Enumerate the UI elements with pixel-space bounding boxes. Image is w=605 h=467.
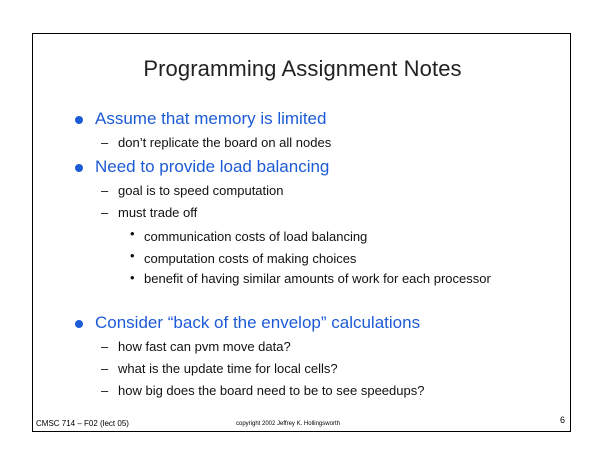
dash-icon: – (101, 205, 109, 220)
bullet-text: Need to provide load balancing (95, 157, 330, 176)
subitem-text: what is the update time for local cells? (118, 361, 338, 376)
subitem-text: don’t replicate the board on all nodes (118, 135, 332, 150)
small-bullet-icon: • (130, 248, 135, 263)
subsubitem-text: computation costs of making choices (144, 251, 357, 266)
bullet-dot-icon (75, 164, 83, 172)
bullet-text: Consider “back of the envelop” calculations (95, 313, 421, 332)
subitem-text: goal is to speed computation (118, 183, 284, 198)
dash-icon: – (101, 183, 109, 198)
dash-icon: – (101, 361, 109, 376)
subitem-text: how fast can pvm move data? (118, 339, 291, 354)
footer-course: CMSC 714 – F02 (lect 05) (36, 419, 129, 428)
footer-copyright: copyright 2002 Jeffrey K. Hollingsworth (236, 421, 340, 427)
small-bullet-icon: • (130, 226, 135, 241)
subitem-text: must trade off (118, 205, 198, 220)
small-bullet-icon: • (130, 270, 135, 285)
page-number: 6 (560, 415, 566, 425)
subsubitem-text: benefit of having similar amounts of work for each processor (144, 271, 491, 286)
bullet-text: Assume that memory is limited (95, 109, 327, 128)
bullet-dot-icon (75, 320, 83, 328)
slide-title: Programming Assignment Notes (143, 56, 462, 81)
bullet-dot-icon (75, 116, 83, 124)
subitem-text: how big does the board need to be to see speedups? (118, 383, 425, 398)
dash-icon: – (101, 383, 109, 398)
dash-icon: – (101, 339, 109, 354)
subsubitem-text: communication costs of load balancing (144, 229, 368, 244)
dash-icon: – (101, 135, 109, 150)
